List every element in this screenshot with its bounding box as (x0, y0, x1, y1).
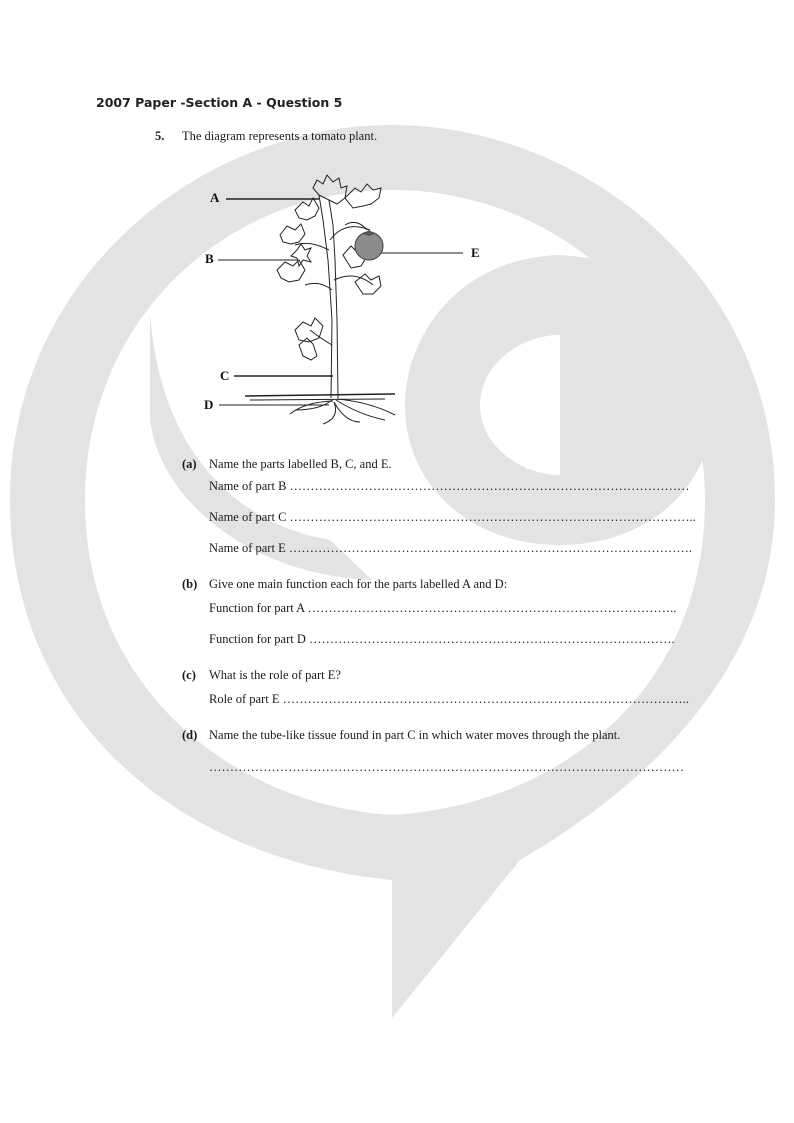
label-c: C (220, 368, 230, 383)
root (334, 402, 360, 422)
answer-line-function-d[interactable]: Function for part D ……………………………………………………………………………. (209, 632, 675, 646)
part-d-question: Name the tube-like tissue found in part C in which water moves through the plant. (209, 728, 621, 742)
leaf-top-right (345, 184, 381, 208)
label-b: B (205, 251, 214, 266)
leaf-lower (295, 318, 323, 342)
branch (295, 243, 329, 250)
branch (334, 276, 373, 285)
part-c-label: (c) (182, 668, 196, 682)
ground-line (245, 394, 395, 396)
ground-line-2 (250, 399, 385, 400)
leaf-left-mid (280, 224, 305, 244)
tomato-fruit (355, 232, 383, 260)
page-header-title: 2007 Paper -Section A - Question 5 (96, 95, 343, 110)
answer-line-part-e[interactable]: Name of part E ……………………………………………………………………………………. (209, 541, 692, 555)
flower (291, 244, 311, 266)
tomato-plant-diagram (195, 170, 495, 430)
question-number: 5. (155, 129, 165, 143)
answer-line-part-b[interactable]: Name of part B …………………………………………………………………………………… (209, 479, 690, 493)
root (290, 401, 333, 414)
answer-line-role-e[interactable]: Role of part E …………………………………………………………………………………….. (209, 692, 689, 706)
answer-line-function-a[interactable]: Function for part A …………………………………………………………………………….. (209, 601, 677, 615)
root (337, 399, 395, 415)
answer-line-tissue[interactable]: …………………………………………………………………………………………………… (209, 760, 684, 774)
part-a-question: Name the parts labelled B, C, and E. (209, 457, 392, 471)
part-a-label: (a) (182, 457, 197, 471)
branch (305, 283, 332, 290)
part-b-label: (b) (182, 577, 198, 591)
label-d: D (204, 397, 214, 412)
stem (319, 195, 332, 398)
label-e: E (471, 245, 480, 260)
part-b-question: Give one main function each for the parts labelled A and D: (209, 577, 508, 591)
leaf-left (295, 198, 319, 220)
question-text: The diagram represents a tomato plant. (182, 129, 378, 143)
label-a: A (210, 190, 220, 205)
part-d-label: (d) (182, 728, 198, 742)
part-c-question: What is the role of part E? (209, 668, 341, 682)
answer-line-part-c[interactable]: Name of part C …………………………………………………………………………………….. (209, 510, 696, 524)
